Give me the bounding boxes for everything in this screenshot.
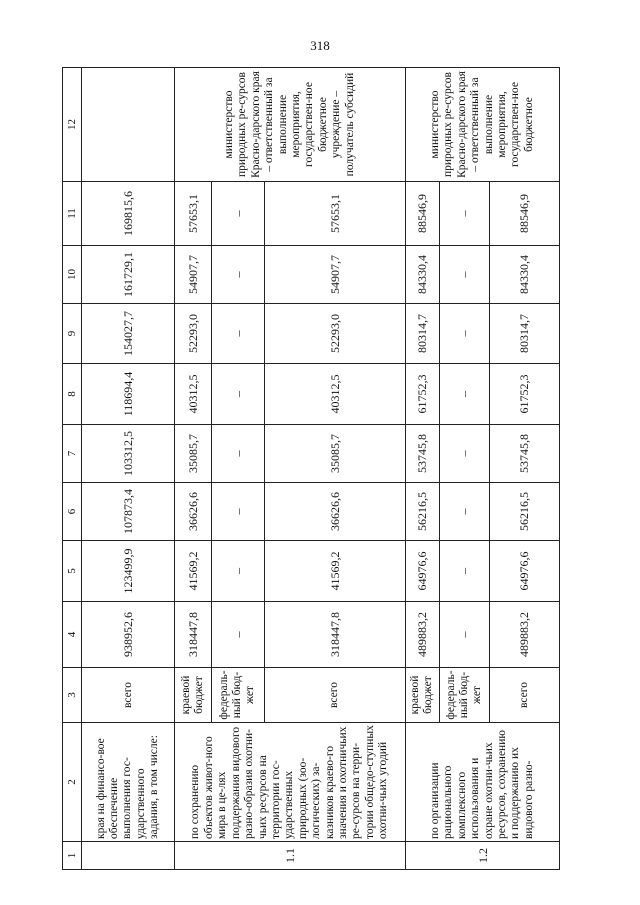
row-1-1-total-y7: 57653,1 <box>264 182 405 246</box>
row-1-2-federal-y3: – <box>439 425 489 483</box>
row-1-2-src-federal: федераль-ный бюд-жет <box>439 668 489 723</box>
row-1-2-federal-y4: – <box>439 364 489 425</box>
row-1-1-regional-y2: 36626,6 <box>175 483 211 541</box>
header-col-8: 8 <box>63 364 82 425</box>
row-1-1-code: 1.1 <box>175 842 406 870</box>
header-col-10: 10 <box>63 246 82 304</box>
row-1-1-description: по сохранению объектов живот-ного мира в це-лях поддержания видового разно-образия охотни-чьих ресурсов на территории гос-ударственных природных (зоо-логических) за-казников краево-го значения и охотничьих ре-сурсов на терри-тории общедо-ступных охотни-чьих угодий <box>175 723 406 842</box>
row-1-2-total-y7: 88546,9 <box>489 182 559 246</box>
header-col-9: 9 <box>63 304 82 364</box>
table-stage <box>62 68 560 870</box>
row-1-2-total-y6: 84330,4 <box>489 246 559 304</box>
intro-value-total: 938952,6 <box>82 602 175 668</box>
row-1-1-total-y1: 41569,2 <box>264 541 405 602</box>
row-1-2-regional-y3: 53745,8 <box>406 425 440 483</box>
row-1-1-regional-y4: 40312,5 <box>175 364 211 425</box>
row-1-2-regional-y2: 56216,5 <box>406 483 440 541</box>
row-1-2-regional <box>406 68 440 870</box>
intro-value-y3: 103312,5 <box>82 425 175 483</box>
row-1-1-responsible: министерство природных ре-сурсов Красно-дарского края – ответственный за выполнение мероприятия, государствен-ное бюджетное учреждение – получатель субсидий <box>175 68 406 182</box>
header-col-3: 3 <box>63 668 82 723</box>
header-col-7: 7 <box>63 425 82 483</box>
row-1-1-total-y2: 36626,6 <box>264 483 405 541</box>
row-1-1-total-y3: 35085,7 <box>264 425 405 483</box>
header-row <box>63 68 82 870</box>
row-1-2-src-regional: краевой бюджет <box>406 668 440 723</box>
row-1-1-src-regional: краевой бюджет <box>175 668 211 723</box>
row-1-2-regional-y6: 84330,4 <box>406 246 440 304</box>
header-col-5: 5 <box>63 541 82 602</box>
row-1-1-total-y4: 40312,5 <box>264 364 405 425</box>
row-1-1-regional-y5: 52293,0 <box>175 304 211 364</box>
row-1-2-src-total: всего <box>489 668 559 723</box>
row-1-1-federal-y1: – <box>211 541 264 602</box>
intro-value-y6: 161729,1 <box>82 246 175 304</box>
row-1-1-federal-y6: – <box>211 246 264 304</box>
row-1-2-total-y4: 61752,3 <box>489 364 559 425</box>
row-1-1-total-y5: 52293,0 <box>264 304 405 364</box>
header-col-12: 12 <box>63 68 82 182</box>
header-col-1: 1 <box>63 842 82 870</box>
header-col-11: 11 <box>63 182 82 246</box>
header-col-4: 4 <box>63 602 82 668</box>
row-1-1-federal-y3: – <box>211 425 264 483</box>
row-1-1-federal-y2: – <box>211 483 264 541</box>
page-number: 318 <box>310 38 330 53</box>
row-1-1-federal-y4: – <box>211 364 264 425</box>
row-1-2-regional-y7: 88546,9 <box>406 182 440 246</box>
row-1-2-federal-y5: – <box>439 304 489 364</box>
row-1-1-regional-y3: 35085,7 <box>175 425 211 483</box>
row-1-1-federal-y7: – <box>211 182 264 246</box>
row-1-2-total-y3: 53745,8 <box>489 425 559 483</box>
intro-responsible <box>82 68 175 182</box>
intro-value-y4: 118694,4 <box>82 364 175 425</box>
row-1-2-regional-y4: 61752,3 <box>406 364 440 425</box>
row-1-2-responsible: министерство природных ре-сурсов Красно-дарского края – ответственный за выполнение мероприятия, государствен-ное бюджетное <box>406 68 560 182</box>
row-1-1-regional-y1: 41569,2 <box>175 541 211 602</box>
row-1-1-src-federal: федераль-ный бюд-жет <box>211 668 264 723</box>
row-1-2-federal-y6: – <box>439 246 489 304</box>
row-1-2-regional-y5: 80314,7 <box>406 304 440 364</box>
row-1-1-regional-y7: 57653,1 <box>175 182 211 246</box>
intro-source: всего <box>82 668 175 723</box>
intro-value-y5: 154027,7 <box>82 304 175 364</box>
row-1-2-total-y5: 80314,7 <box>489 304 559 364</box>
header-col-6: 6 <box>63 483 82 541</box>
intro-value-y2: 107873,4 <box>82 483 175 541</box>
intro-description: края на финансо-вое обеспечение выполнения гос-ударственного задания, в том числе: <box>82 723 175 842</box>
intro-value-y7: 169815,6 <box>82 182 175 246</box>
row-1-2-total-total: 489883,2 <box>489 602 559 668</box>
row-1-2-federal-y1: – <box>439 541 489 602</box>
row-1-1-regional-y6: 54907,7 <box>175 246 211 304</box>
intro-value-y1: 123499,9 <box>82 541 175 602</box>
rotated-table-wrapper <box>62 68 560 870</box>
row-1-1-regional <box>175 68 211 870</box>
row-1-2-regional-y1: 64976,6 <box>406 541 440 602</box>
row-1-1-total-total: 318447,8 <box>264 602 405 668</box>
row-1-2-total-y1: 64976,6 <box>489 541 559 602</box>
row-1-1-federal-total: – <box>211 602 264 668</box>
intro-row <box>82 68 175 870</box>
row-1-1-regional-total: 318447,8 <box>175 602 211 668</box>
row-1-2-total-y2: 56216,5 <box>489 483 559 541</box>
row-1-2-federal-total: – <box>439 602 489 668</box>
row-1-2-federal-y7: – <box>439 182 489 246</box>
row-1-1-federal-y5: – <box>211 304 264 364</box>
row-1-2-regional-total: 489883,2 <box>406 602 440 668</box>
row-1-2-code: 1.2 <box>406 842 560 870</box>
header-col-2: 2 <box>63 723 82 842</box>
budget-table <box>62 67 560 870</box>
intro-code-cell <box>82 842 175 870</box>
row-1-1-total-y6: 54907,7 <box>264 246 405 304</box>
row-1-2-federal-y2: – <box>439 483 489 541</box>
row-1-1-src-total: всего <box>264 668 405 723</box>
row-1-2-description: по организации рационального комплексного использования и охране охотни-чьих ресурсов, сохранению и поддержанию их видового разно- <box>406 723 560 842</box>
